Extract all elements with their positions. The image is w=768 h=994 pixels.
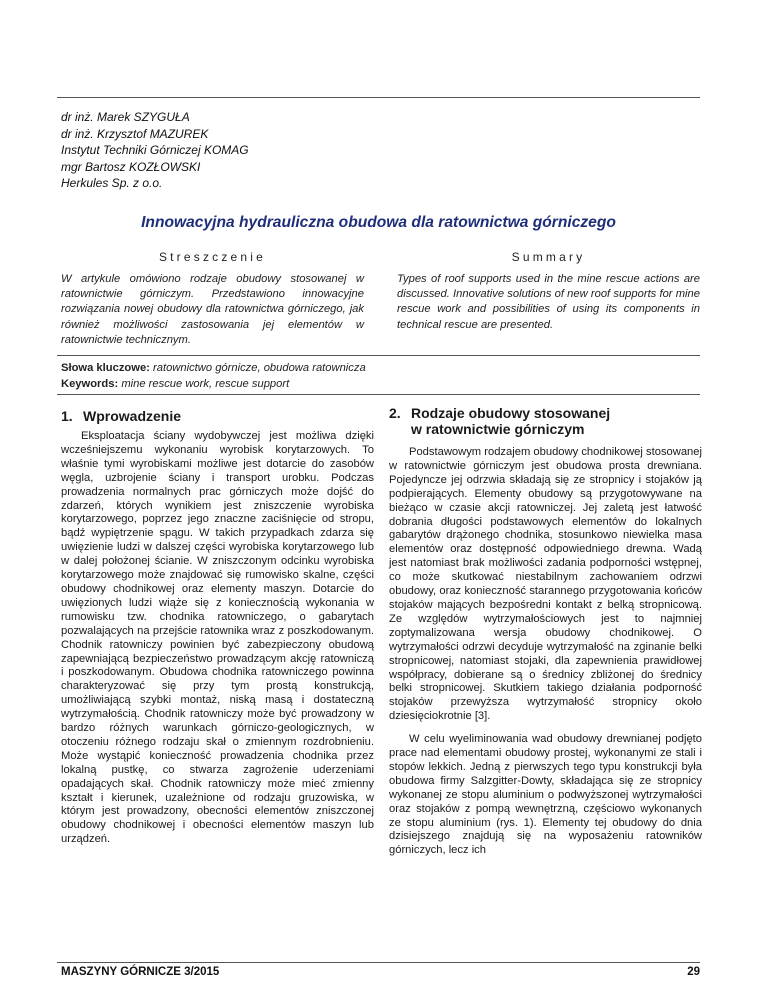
section-1-title: Wprowadzenie	[83, 408, 182, 424]
page-number: 29	[687, 966, 700, 978]
keywords-pl-text: ratownictwo górnicze, obudowa ratownicza	[153, 362, 366, 374]
keywords-bottom-rule	[57, 394, 700, 395]
section-1-number: 1.	[61, 408, 73, 424]
keywords-en-text: mine rescue work, rescue support	[121, 378, 290, 390]
affiliation-line: Instytut Techniki Górniczej KOMAG	[61, 143, 249, 157]
keywords-en-label: Keywords:	[61, 378, 119, 390]
abstract-pl-text: W artykule omówiono rodzaje obudowy stosowanej w ratownictwie górniczym. Przedstawiono innowacyjne rozwiązania nowej obudowy dla ratownictwa górniczego, jak również możliwości zastosowania jej elementów w ratownictwie technicznym.	[61, 273, 364, 346]
abstract-en-heading: Summary	[511, 250, 586, 264]
section-1-heading	[61, 408, 181, 424]
abstract-en-text: Types of roof supports used in the mine rescue actions are discussed. Innovative solutions of new roof supports for mine rescue work and possibilities of using its components in technical rescue are presented.	[397, 273, 700, 331]
keywords-rule	[57, 355, 700, 356]
paragraph: Podstawowym rodzajem obudowy chodnikowej stosowanej w ratownictwie górniczym jest obudowa prosta drewniana. Pojedyncze jej odrzwia składają się ze stropnicy i stojaków ją podpierających. Elementy obudowy są przygotowywane na bieżąco w czasie akcji ratowniczej. Jej zaletą jest łatwość dobrania długości podstawowych elementów do lokalnych gabarytów drążonego chodnika, stosunkowo niewielka masa elementów oraz dostępność odpowiedniego drewna. Wadą jest natomiast brak możliwości zadania podporności wstępnej, co może skutkować niestabilnym zachowaniem odrzwi obudowy, oraz konieczność starannego przygotowania końców stojaków mających bezpośredni kontakt z belką stropnicową. Ze względów wytrzymałościowych jest to najmniej zoptymalizowana wersja obudowy chodnikowej. O wytrzymałości odrzwi decyduje wytrzymałość na zginanie belki stropnicowej, natomiast stojaki, dla zapewnienia prawidłowej współpracy, dobierane są o średnicy zbliżonej do średnicy belki stropnicowej. Skutkiem takiego działania podporność stojaków przewyższa wytrzymałość stropnicy około dziesięciokrotnie [3].	[389, 446, 702, 723]
keywords-pl	[61, 361, 366, 376]
column-right	[389, 446, 702, 867]
section-2-heading	[389, 405, 610, 437]
author-line: dr inż. Krzysztof MAZUREK	[61, 126, 209, 141]
paragraph: W celu wyeliminowania wad obudowy drewnianej podjęto prace nad elementami obudowy prostej, wykonanymi ze stali i stopów lekkich. Jedną z pierwszych tego typu konstrukcji była obudowa firmy Salzgitter-Dowty, składająca się ze stropnicy wykonanej ze stopu aluminium o podwyższonej wytrzymałości oraz stojaków z pompą wewnętrzną, częściowo wykonanych ze stopu aluminium (rys. 1). Elementy tej obudowy do dnia dzisiejszego znajdują się na wyposażeniu ratowników górniczych, lecz ich	[389, 733, 702, 857]
paper-title: Innowacyjna hydrauliczna obudowa dla ratownictwa górniczego	[141, 214, 616, 231]
footer-rule	[57, 962, 700, 963]
section-2-title-line2: w ratownictwie górniczym	[411, 421, 585, 437]
keywords-pl-label: Słowa kluczowe:	[61, 362, 150, 374]
section-2-number: 2.	[389, 405, 401, 421]
column-left	[61, 430, 374, 856]
journal-name: MASZYNY GÓRNICZE 3/2015	[61, 966, 220, 978]
paragraph: Eksploatacja ściany wydobywczej jest możliwa dzięki wcześniejszemu wykonaniu wyrobisk korytarzowych. To właśnie tymi wyrobiskami możliwe jest dotarcie do zasobów węgla, uzbrojenie ściany i transport urobku. Podczas prowadzenia normalnych prac górniczych może dojść do zdarzeń, których wynikiem jest zniszczenie wyrobiska korytarzowego, poprzez jego znaczne zaciśnięcie od stropu, bądź wypiętrzenie spągu. W takich przypadkach zdarza się uwięzienie ludzi w dalszej części wyrobiska korytarzowego lub w dalej położonej ścianie. W zniszczonym odcinku wyrobiska korytarzowego może znajdować się rumowisko skalne, części obudowy chodnikowej oraz elementy maszyn. Dotarcie do uwięzionych ludzi wiąże się z koniecznością wykonania w rumowisku tzw. chodnika ratowniczego, o gabarytach pozwalających na przejście ratownika wraz z poszkodowanym. Chodnik ratowniczy powinien być zabezpieczony obudową zapewniającą bezpieczeństwo prowadzącym akcję ratowniczą i poszkodowanym. Obudowa chodnika ratowniczego powinna charakteryzować się przy tym prostą konstrukcją, umożliwiającą szybki montaż, niską masą i dostateczną wytrzymałością. Chodnik ratowniczy może być prowadzony w bardzo różnych warunkach górniczo-geologicznych, w otoczeniu różnego rodzaju skał o zmiennym rozdrobnieniu. Może wystąpić konieczność prowadzenia chodnika przez lokalną pustkę, co stwarza zagrożenie uderzeniami opadających skał. Chodnik ratowniczy może mieć zmienny kształt i kierunek, uzależnione od rodzaju gruzowiska, w którym jest prowadzony, obecności elementów zniszczonej obudowy chodnikowej i obecności elementów maszyn lub urządzeń.	[61, 430, 374, 846]
section-2-title-line1: Rodzaje obudowy stosowanej	[411, 405, 611, 421]
author-line: dr inż. Marek SZYGUŁA	[61, 110, 190, 124]
abstract-pl-heading: Streszczenie	[158, 250, 267, 264]
affiliation-line: Herkules Sp. z o.o.	[61, 176, 163, 190]
author-block	[61, 109, 461, 192]
author-line: mgr Bartosz KOZŁOWSKI	[61, 159, 201, 174]
top-rule	[57, 97, 700, 98]
keywords-en	[61, 377, 289, 392]
